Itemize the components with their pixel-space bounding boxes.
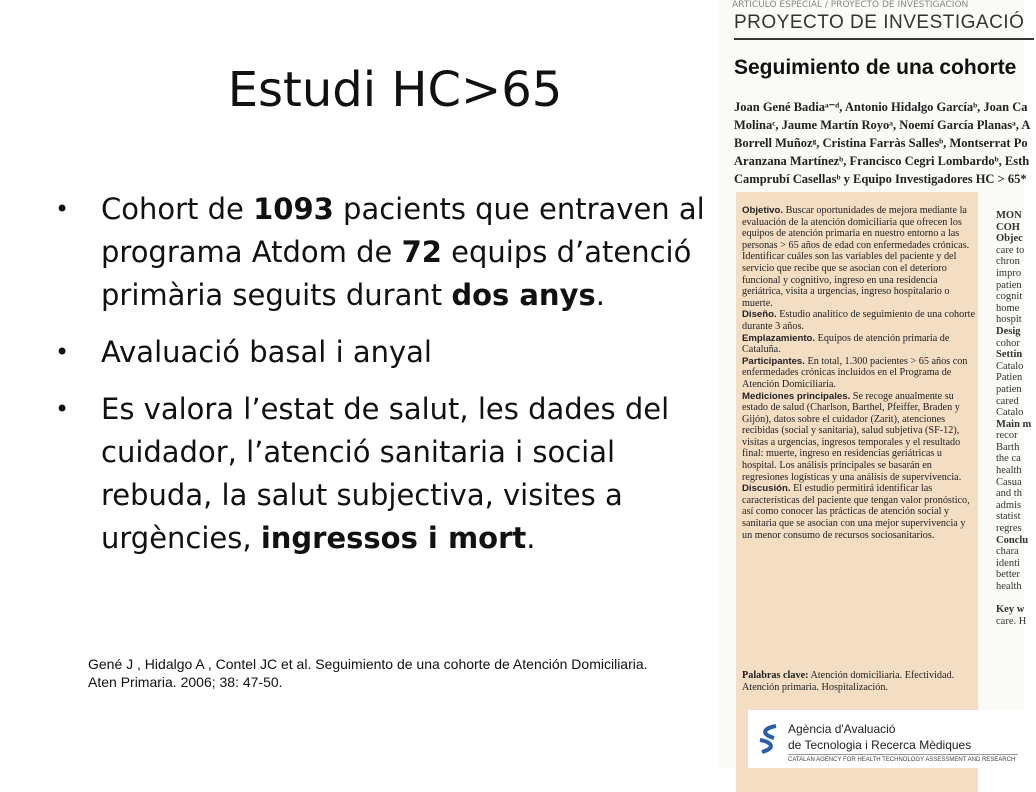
english-column-line: care. H bbox=[996, 615, 1027, 627]
english-column-line: Barth bbox=[996, 441, 1020, 453]
english-column-line: identi bbox=[996, 557, 1020, 569]
paper-english-column bbox=[996, 210, 1036, 627]
english-column-line bbox=[996, 593, 1036, 605]
english-column-line: cared bbox=[996, 395, 1019, 407]
paper-section: PROYECTO DE INVESTIGACIÓ bbox=[734, 12, 1025, 33]
logo-line-1: Agència d'Avaluació bbox=[788, 722, 896, 736]
bullet-dot-icon: • bbox=[55, 195, 70, 223]
english-column-line: care to bbox=[996, 244, 1025, 256]
logo-divider bbox=[788, 754, 1018, 755]
english-column-line: Conclu bbox=[996, 534, 1029, 546]
english-column-line: Settin bbox=[996, 349, 1023, 361]
bullet-list bbox=[55, 188, 705, 574]
english-column-line: impro bbox=[996, 267, 1022, 279]
bullet-item: • Cohort de 1093 pacients que entraven al programa Atdom de 72 equips d’atenció primària seguits durant dos anys. bbox=[55, 188, 705, 317]
english-column-line: Casua bbox=[996, 476, 1022, 488]
english-column-line: chara bbox=[996, 546, 1019, 558]
english-column-line: Key w bbox=[996, 604, 1025, 616]
paper-keywords: Palabras clave: Atención domiciliaria. Efectividad. Atención primaria. Hospitalización. bbox=[742, 670, 955, 693]
english-column-line: Objec bbox=[996, 233, 1023, 245]
paper-image bbox=[718, 0, 1032, 768]
english-column-line: COH bbox=[996, 221, 1020, 233]
logo-line-2: de Tecnologia i Recerca Mèdiques bbox=[788, 738, 972, 752]
english-column-line: chron bbox=[996, 256, 1020, 268]
paper-abstract: Objetivo. Buscar oportunidades de mejora mediante la evaluación de la atención domiciliaria que ofrecen los equipos de atención primaria en nuestro entorno a las personas > 65 años de edad con enfermedades crónicas. Identificar cuáles son las variables del paciente y del servicio que recibe que se asocian con el deterioro funcional y cognitivo, ingreso en una residencia geriátrica, visita a urgencias, ingreso hospitalario o muerte. Diseño. Estudio analítico de seguimiento de una cohorte durante 3 años. Emplazamiento. Equipos de atención primaria de Cataluña. Participantes. En total, 1.300 pacientes > 65 años con enfermedades crónicas incluidos en el Programa de Atención Domiciliaria. Mediciones principales. Se recoge anualmente su estado de salud (Charlson, Barthel, Pfeiffer, Braden y Gijón), datos sobre el cuidador (Zarit), atenciones recibidas (social y sanitaria), salud subjetiva (SF-12), visitas a urgencias, ingresos temporales y el resultado final: muerte, ingreso en residencias geriátricas u hospital. Los análisis principales se basarán en regresiones logísticas y una análisis de supervivencia. Discusión. El estudio permitirá identificar las características del paciente que tengan valor pronóstico, así como conocer las prácticas de atención social y sanitaria que se asocian con una mejor supervivencia y un menor consumo de recursos sociosanitarios. bbox=[742, 205, 975, 541]
english-column-line: regres bbox=[996, 523, 1022, 535]
reference-citation: Gené J , Hidalgo A , Contel JC et al. Seguimiento de una cohorte de Atención Domiciliaria. Aten Primaria. 2006; 38: 47-50. bbox=[88, 656, 648, 690]
aatrm-logo-icon bbox=[754, 720, 782, 760]
aatrm-logo bbox=[748, 710, 1024, 768]
english-column-line: health bbox=[996, 581, 1022, 592]
english-column-line: cognit bbox=[996, 291, 1023, 303]
paper-authors: Joan Gené Badiaᵃ⁻ᵈ, Antonio Hidalgo Garcíaᵇ, Joan Ca Molinaᶜ, Jaume Martín Royoᵃ, Noemí García Planasᵃ, A Borrell Muñozᵍ, Cristina Farràs Sallesᵇ, Montserrat Po Aranzana Martínezᵇ, Francisco Cegri Lombardoᵇ, Esth Camprubí Casellasᵇ y Equipo Investigadores HC > 65* bbox=[734, 100, 1031, 186]
english-column-line: health bbox=[996, 465, 1022, 477]
paper-rule bbox=[734, 38, 1034, 40]
english-column-line: recor bbox=[996, 430, 1018, 442]
bullet-item: • Avaluació basal i anyal bbox=[55, 331, 705, 374]
english-column-line: Desig bbox=[996, 325, 1021, 337]
english-column-line: home bbox=[996, 302, 1020, 314]
english-column-line: hospit bbox=[996, 314, 1022, 326]
english-column-line: the ca bbox=[996, 453, 1021, 465]
bullet-dot-icon: • bbox=[55, 395, 70, 423]
english-column-line: cohor bbox=[996, 337, 1020, 349]
english-column-line: and th bbox=[996, 488, 1022, 500]
english-column-line: Main m bbox=[996, 418, 1032, 430]
english-column-line: better bbox=[996, 569, 1020, 581]
english-column-line: Catalo bbox=[996, 360, 1024, 372]
english-column-line: patien bbox=[996, 279, 1022, 291]
english-column-line: statist bbox=[996, 511, 1021, 523]
slide-title: Estudi HC>65 bbox=[227, 62, 563, 118]
paper-heading: Seguimiento de una cohorte bbox=[734, 56, 1017, 79]
english-column-line: patien bbox=[996, 383, 1022, 395]
english-column-line: Patien bbox=[996, 372, 1023, 384]
bullet-item: • Es valora l’estat de salut, les dades del cuidador, l’atenció sanitaria i social rebuda, la salut subjectiva, visites a urgències, ingressos i mort. bbox=[55, 388, 705, 560]
english-column-line: Catalo bbox=[996, 407, 1024, 419]
logo-line-3: CATALAN AGENCY FOR HEALTH TECHNOLOGY ASSESSMENT AND RESEARCH bbox=[788, 757, 1016, 763]
english-column-line: admis bbox=[996, 499, 1022, 511]
english-column-line: MON bbox=[996, 210, 1022, 221]
paper-top-cut: ARTÍCULO ESPECIAL / PROYECTO DE INVESTIGACIÓN bbox=[732, 0, 969, 10]
bullet-dot-icon: • bbox=[55, 338, 70, 366]
